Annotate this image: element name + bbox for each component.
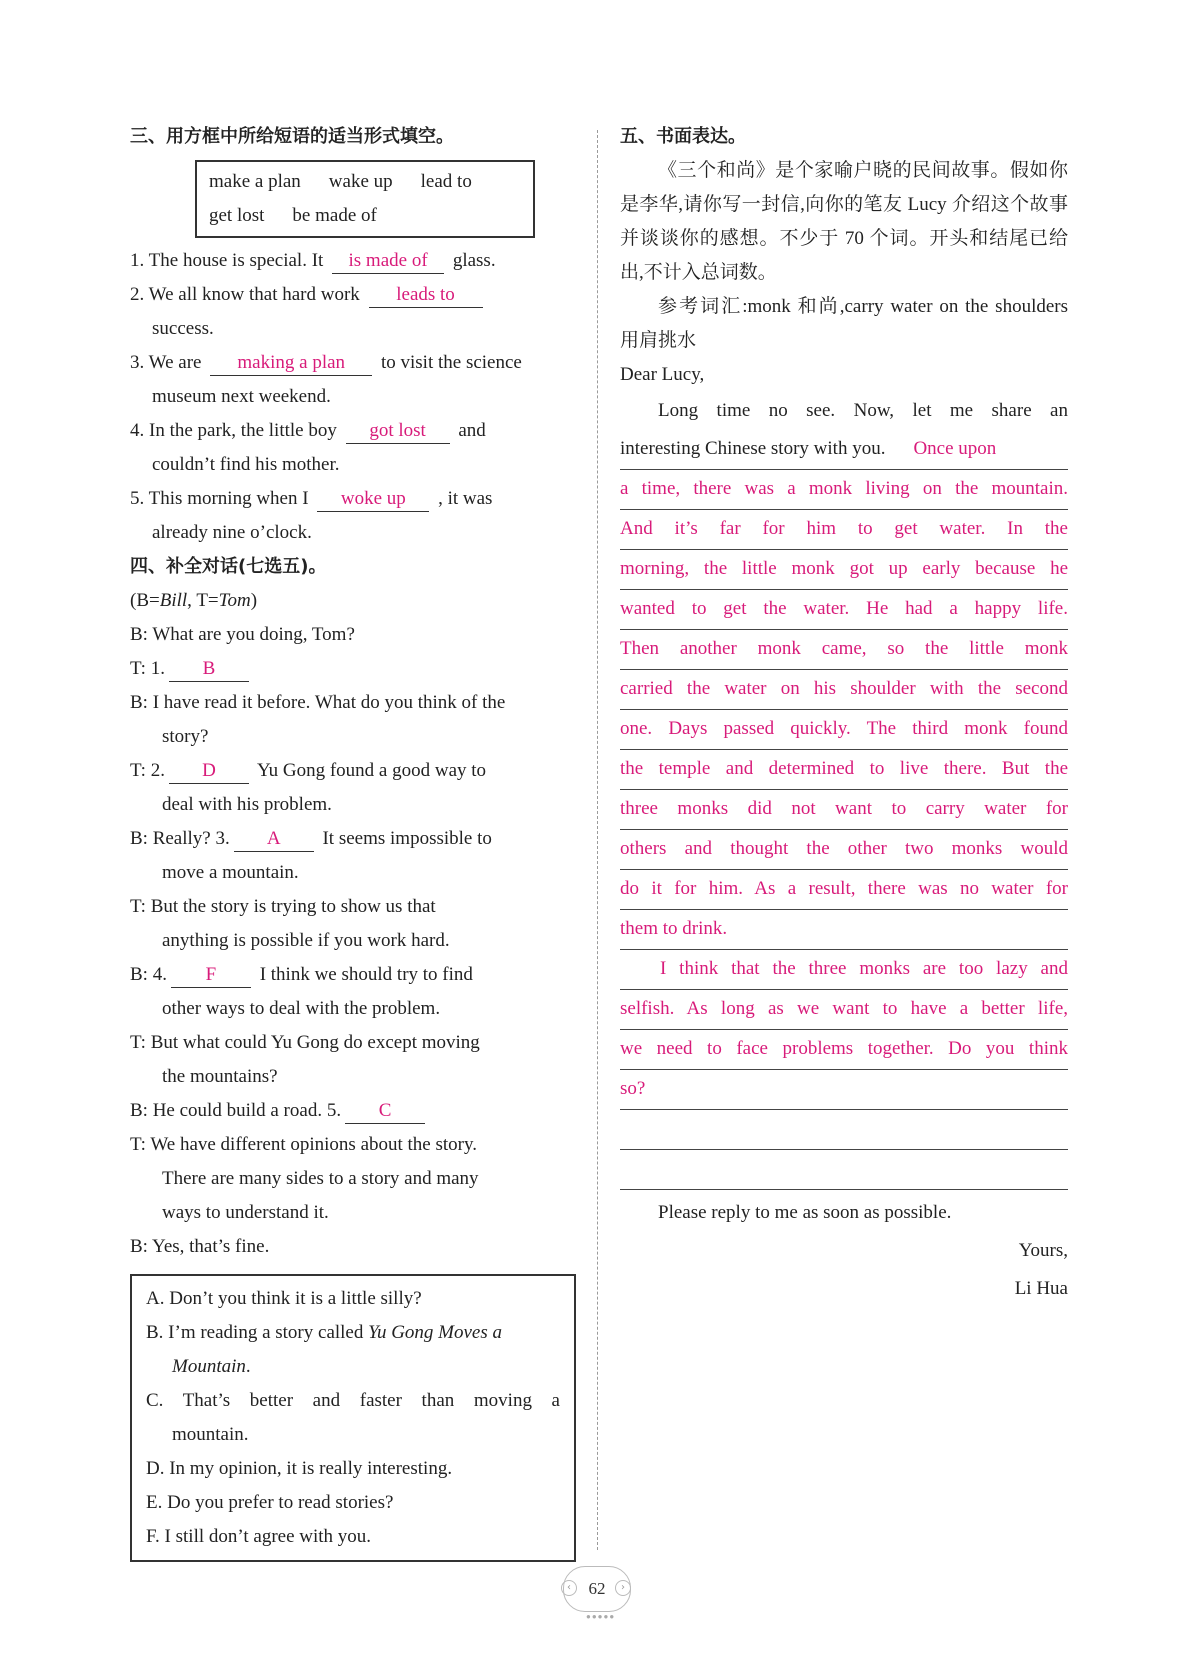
dialog-line-cont: move a mountain. bbox=[162, 862, 299, 883]
answer-blank[interactable]: A bbox=[234, 827, 314, 852]
dialog-line-cont: anything is possible if you work hard. bbox=[162, 930, 450, 951]
dialog-line: T: But what could Yu Gong do except moving bbox=[130, 1032, 480, 1053]
dialog-line-cont: ways to understand it. bbox=[162, 1202, 329, 1223]
page-number: 62 bbox=[563, 1566, 631, 1612]
writing-line: so? bbox=[620, 1070, 1068, 1110]
given-text-1: Long time no see. Now, let me share an bbox=[658, 400, 1068, 421]
left-column bbox=[130, 120, 576, 1562]
writing-line: And it’s far for him to get water. In the bbox=[620, 510, 1068, 550]
dialog-line: T: 2. D Yu Gong found a good way to bbox=[130, 754, 576, 788]
option-e: E. Do you prefer to read stories? bbox=[146, 1492, 394, 1513]
writing-line-empty[interactable] bbox=[620, 1110, 1068, 1150]
answer-blank[interactable]: is made of bbox=[332, 249, 444, 274]
writing-prompt: 《三个和尚》是个家喻户晓的民间故事。假如你是李华,请你写一封信,向你的笔友 Lucy 介绍这个故事并谈谈你的感想。不少于 70 个词。开头和结尾已给出,不计入总词数。 bbox=[620, 160, 1068, 283]
phrase: lead to bbox=[420, 171, 472, 192]
roles-line: (B=Bill, T=Tom) bbox=[130, 590, 258, 611]
option-c-cont: mountain. bbox=[172, 1424, 249, 1445]
writing-line: Then another monk came, so the little monk bbox=[620, 630, 1068, 670]
answer-blank[interactable]: leads to bbox=[369, 283, 483, 308]
fill-item-2-cont: success. bbox=[152, 318, 214, 339]
fill-item-4: 4. In the park, the little boy got lost and bbox=[130, 414, 576, 448]
column-divider bbox=[597, 130, 598, 1550]
writing-line-empty[interactable] bbox=[620, 1150, 1068, 1190]
phrase: wake up bbox=[328, 171, 393, 192]
option-b: B. I’m reading a story called Yu Gong Moves a bbox=[146, 1322, 503, 1343]
dots-icon: ●●●●● bbox=[586, 1612, 616, 1621]
answer-blank[interactable]: F bbox=[171, 963, 251, 988]
fill-item-3: 3. We are making a plan to visit the science bbox=[130, 346, 576, 380]
signature: Li Hua bbox=[1014, 1278, 1068, 1299]
answer-blank[interactable]: D bbox=[169, 759, 249, 784]
dialog-line-cont: other ways to deal with the problem. bbox=[162, 998, 441, 1019]
writing-line: do it for him. As a result, there was no water for bbox=[620, 870, 1068, 910]
writing-line: them to drink. bbox=[620, 910, 1068, 950]
phrase: get lost bbox=[209, 205, 265, 226]
dialog-line: T: 1. B bbox=[130, 652, 576, 686]
dialog-line: B: 4. F I think we should try to find bbox=[130, 958, 576, 992]
writing-line: we need to face problems together. Do you think bbox=[620, 1030, 1068, 1070]
writing-line: I think that the three monks are too lazy and bbox=[620, 950, 1068, 990]
chevron-left-icon: ‹ bbox=[561, 1580, 577, 1596]
greeting: Dear Lucy, bbox=[620, 364, 705, 385]
option-d: D. In my opinion, it is really interesting. bbox=[146, 1458, 453, 1479]
section5-title: 五、书面表达。 bbox=[620, 126, 746, 147]
writing-line: a time, there was a monk living on the mountain. bbox=[620, 470, 1068, 510]
option-f: F. I still don’t agree with you. bbox=[146, 1526, 372, 1547]
writing-line: selfish. As long as we want to have a better life, bbox=[620, 990, 1068, 1030]
writing-line: wanted to get the water. He had a happy life. bbox=[620, 590, 1068, 630]
answer-blank[interactable]: got lost bbox=[346, 419, 450, 444]
option-c: C. That’s better and faster than moving a bbox=[146, 1390, 560, 1411]
vocab-hint: 参考词汇:monk 和尚,carry water on the shoulders 用肩挑水 bbox=[620, 296, 1068, 351]
closing-yours: Yours, bbox=[1018, 1240, 1068, 1261]
right-column bbox=[620, 120, 1068, 1308]
writing-line: others and thought the other two monks would bbox=[620, 830, 1068, 870]
dialog-line-cont: story? bbox=[162, 726, 209, 747]
phrase: make a plan bbox=[209, 171, 301, 192]
answer-blank[interactable]: woke up bbox=[317, 487, 429, 512]
options-box bbox=[130, 1274, 576, 1562]
dialog-line-cont: deal with his problem. bbox=[162, 794, 332, 815]
fill-item-5: 5. This morning when I woke up , it was bbox=[130, 482, 576, 516]
fill-item-1: 1. The house is special. It is made of glass. bbox=[130, 244, 576, 278]
answer-blank[interactable]: C bbox=[345, 1099, 425, 1124]
dialog-line: T: We have different opinions about the story. bbox=[130, 1134, 478, 1155]
section3-title: 三、用方框中所给短语的适当形式填空。 bbox=[130, 126, 454, 147]
dialog-line-cont: There are many sides to a story and many bbox=[162, 1168, 479, 1189]
section4-title: 四、补全对话(七选五)。 bbox=[130, 556, 327, 577]
writing-line: three monks did not want to carry water for bbox=[620, 790, 1068, 830]
phrase: be made of bbox=[292, 205, 377, 226]
option-b-cont: Mountain. bbox=[172, 1356, 251, 1377]
writing-line: morning, the little monk got up early because he bbox=[620, 550, 1068, 590]
dialog-line: B: He could build a road. 5. C bbox=[130, 1094, 576, 1128]
phrase-box bbox=[195, 160, 535, 238]
option-a: A. Don’t you think it is a little silly? bbox=[146, 1288, 422, 1309]
dialog-line: B: I have read it before. What do you think of the bbox=[130, 692, 506, 713]
dialog-line: B: Really? 3. A It seems impossible to bbox=[130, 822, 576, 856]
dialog-line: B: Yes, that’s fine. bbox=[130, 1236, 270, 1257]
chevron-right-icon: › bbox=[615, 1580, 631, 1596]
fill-item-5-cont: already nine o’clock. bbox=[152, 522, 312, 543]
page-number-badge bbox=[563, 1566, 629, 1621]
fill-item-4-cont: couldn’t find his mother. bbox=[152, 454, 340, 475]
fill-item-2: 2. We all know that hard work leads to bbox=[130, 278, 576, 312]
dialog-line-cont: the mountains? bbox=[162, 1066, 278, 1087]
writing-line: the temple and determined to live there. But the bbox=[620, 750, 1068, 790]
answer-blank[interactable]: B bbox=[169, 657, 249, 682]
writing-line: one. Days passed quickly. The third monk found bbox=[620, 710, 1068, 750]
dialog-line: T: But the story is trying to show us that bbox=[130, 896, 436, 917]
closing-line: Please reply to me as soon as possible. bbox=[658, 1202, 952, 1223]
writing-line: interesting Chinese story with you. Once upon bbox=[620, 430, 1068, 470]
dialog-line: B: What are you doing, Tom? bbox=[130, 624, 355, 645]
answer-blank[interactable]: making a plan bbox=[210, 351, 372, 376]
writing-line: carried the water on his shoulder with the second bbox=[620, 670, 1068, 710]
fill-item-3-cont: museum next weekend. bbox=[152, 386, 331, 407]
